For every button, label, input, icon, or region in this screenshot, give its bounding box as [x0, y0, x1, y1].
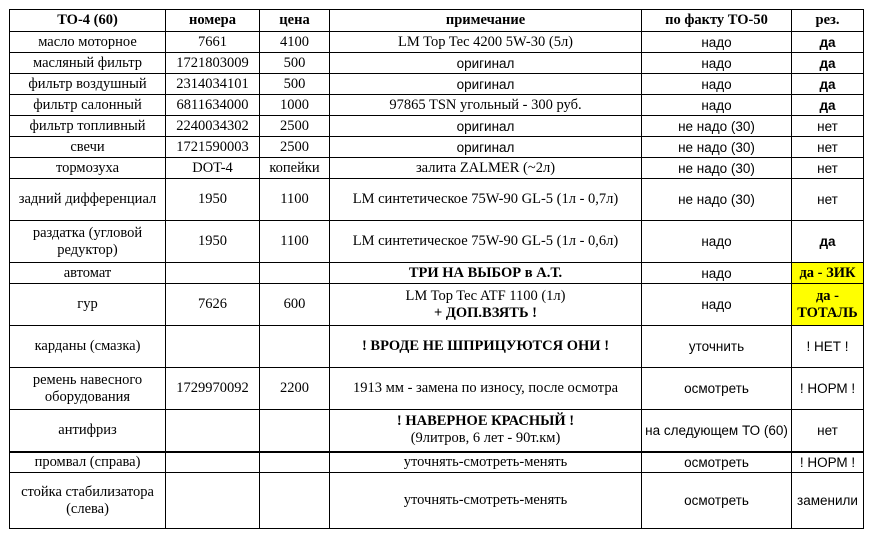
number-cell: DOT-4 — [166, 158, 260, 179]
item-cell: масло моторное — [10, 32, 166, 53]
result-cell: да — [792, 95, 864, 116]
note-cell: уточнять-смотреть-менять — [330, 473, 642, 529]
result-cell: да — [792, 221, 864, 263]
item-cell: ремень навесного оборудования — [10, 368, 166, 410]
price-cell: 2500 — [260, 116, 330, 137]
number-cell: 1729970092 — [166, 368, 260, 410]
number-cell — [166, 452, 260, 473]
table-row — [10, 53, 864, 74]
number-cell: 1950 — [166, 179, 260, 221]
fact-cell: надо — [642, 53, 792, 74]
result-cell: нет — [792, 179, 864, 221]
number-cell — [166, 473, 260, 529]
price-cell: копейки — [260, 158, 330, 179]
note-line-1: ! НАВЕРНОЕ КРАСНЫЙ ! — [396, 413, 575, 430]
result-cell: нет — [792, 116, 864, 137]
fact-cell: не надо (30) — [642, 116, 792, 137]
header-price: цена — [260, 10, 330, 32]
number-cell — [166, 263, 260, 284]
table-row — [10, 326, 864, 368]
fact-cell: не надо (30) — [642, 179, 792, 221]
price-cell: 2500 — [260, 137, 330, 158]
table-row — [10, 95, 864, 116]
number-cell: 6811634000 — [166, 95, 260, 116]
maintenance-table — [9, 9, 864, 529]
item-cell: свечи — [10, 137, 166, 158]
note-line-2: + ДОП.ВЗЯТЬ ! — [433, 304, 537, 321]
price-cell — [260, 263, 330, 284]
note-cell: ТРИ НА ВЫБОР в А.Т. — [330, 263, 642, 284]
item-cell: антифриз — [10, 410, 166, 452]
price-cell: 4100 — [260, 32, 330, 53]
table-row — [10, 221, 864, 263]
item-cell: фильтр воздушный — [10, 74, 166, 95]
result-cell: нет — [792, 410, 864, 452]
table-row — [10, 158, 864, 179]
note-line-1: LM Top Tec ATF 1100 (1л) — [405, 287, 566, 304]
result-text: да - ТОТАЛЬ — [797, 287, 858, 321]
table-row — [10, 116, 864, 137]
table-row — [10, 74, 864, 95]
number-cell: 1950 — [166, 221, 260, 263]
result-cell: ! НЕТ ! — [792, 326, 864, 368]
note-cell: оригинал — [330, 53, 642, 74]
number-cell: 7661 — [166, 32, 260, 53]
item-cell: масляный фильтр — [10, 53, 166, 74]
header-number: номера — [166, 10, 260, 32]
item-cell: фильтр салонный — [10, 95, 166, 116]
note-cell — [330, 410, 642, 452]
table-row — [10, 368, 864, 410]
result-cell-highlighted — [792, 284, 864, 326]
price-cell — [260, 410, 330, 452]
result-cell: да — [792, 53, 864, 74]
result-cell: да — [792, 32, 864, 53]
price-cell — [260, 452, 330, 473]
fact-cell: не надо (30) — [642, 158, 792, 179]
price-cell: 1000 — [260, 95, 330, 116]
price-cell: 2200 — [260, 368, 330, 410]
fact-cell: на следующем ТО (60) — [642, 410, 792, 452]
note-cell: уточнять-смотреть-менять — [330, 452, 642, 473]
fact-cell: уточнить — [642, 326, 792, 368]
table-row — [10, 410, 864, 452]
item-cell: раздатка (угловой редуктор) — [10, 221, 166, 263]
number-cell — [166, 326, 260, 368]
note-cell: оригинал — [330, 74, 642, 95]
item-cell: фильтр топливный — [10, 116, 166, 137]
price-cell: 600 — [260, 284, 330, 326]
result-cell: нет — [792, 137, 864, 158]
fact-cell: надо — [642, 74, 792, 95]
fact-cell: надо — [642, 32, 792, 53]
note-cell: оригинал — [330, 116, 642, 137]
result-cell: ! НОРМ ! — [792, 368, 864, 410]
item-cell: гур — [10, 284, 166, 326]
fact-cell: осмотреть — [642, 452, 792, 473]
table-row — [10, 32, 864, 53]
table-row — [10, 284, 864, 326]
note-line-2: (9литров, 6 лет - 90т.км) — [410, 430, 561, 447]
fact-cell: не надо (30) — [642, 137, 792, 158]
fact-cell: надо — [642, 95, 792, 116]
note-cell: ! ВРОДЕ НЕ ШПРИЦУЮТСЯ ОНИ ! — [330, 326, 642, 368]
number-cell: 2240034302 — [166, 116, 260, 137]
note-cell: LM синтетическое 75W-90 GL-5 (1л - 0,7л) — [330, 179, 642, 221]
price-cell: 500 — [260, 74, 330, 95]
item-cell: промвал (справа) — [10, 452, 166, 473]
number-cell: 1721803009 — [166, 53, 260, 74]
number-cell: 1721590003 — [166, 137, 260, 158]
table-row — [10, 137, 864, 158]
result-cell: да — [792, 74, 864, 95]
note-cell: оригинал — [330, 137, 642, 158]
note-cell — [330, 284, 642, 326]
table-row — [10, 263, 864, 284]
note-cell: LM Top Tec 4200 5W-30 (5л) — [330, 32, 642, 53]
result-cell-highlighted — [792, 263, 864, 284]
price-cell — [260, 473, 330, 529]
number-cell: 2314034101 — [166, 74, 260, 95]
header-item: ТО-4 (60) — [10, 10, 166, 32]
number-cell — [166, 410, 260, 452]
note-cell: 97865 TSN угольный - 300 руб. — [330, 95, 642, 116]
note-cell: залита ZALMER (~2л) — [330, 158, 642, 179]
price-cell: 500 — [260, 53, 330, 74]
header-fact: по факту ТО-50 — [642, 10, 792, 32]
price-cell — [260, 326, 330, 368]
note-cell: 1913 мм - замена по износу, после осмотра — [330, 368, 642, 410]
table-row — [10, 179, 864, 221]
price-cell: 1100 — [260, 179, 330, 221]
fact-cell: надо — [642, 221, 792, 263]
table-row — [10, 473, 864, 529]
number-cell: 7626 — [166, 284, 260, 326]
note-cell: LM синтетическое 75W-90 GL-5 (1л - 0,6л) — [330, 221, 642, 263]
item-cell: тормозуха — [10, 158, 166, 179]
price-cell: 1100 — [260, 221, 330, 263]
fact-cell: надо — [642, 263, 792, 284]
fact-cell: осмотреть — [642, 368, 792, 410]
result-cell: заменили — [792, 473, 864, 529]
result-text: да - ЗИК — [799, 264, 856, 281]
header-note: примечание — [330, 10, 642, 32]
fact-cell: осмотреть — [642, 473, 792, 529]
item-cell: автомат — [10, 263, 166, 284]
table-row — [10, 452, 864, 473]
item-cell: задний дифференциал — [10, 179, 166, 221]
item-cell: стойка стабилизатора (слева) — [10, 473, 166, 529]
fact-cell: надо — [642, 284, 792, 326]
header-result: рез. — [792, 10, 864, 32]
header-row — [10, 10, 864, 32]
result-cell: нет — [792, 158, 864, 179]
item-cell: карданы (смазка) — [10, 326, 166, 368]
result-cell: ! НОРМ ! — [792, 452, 864, 473]
